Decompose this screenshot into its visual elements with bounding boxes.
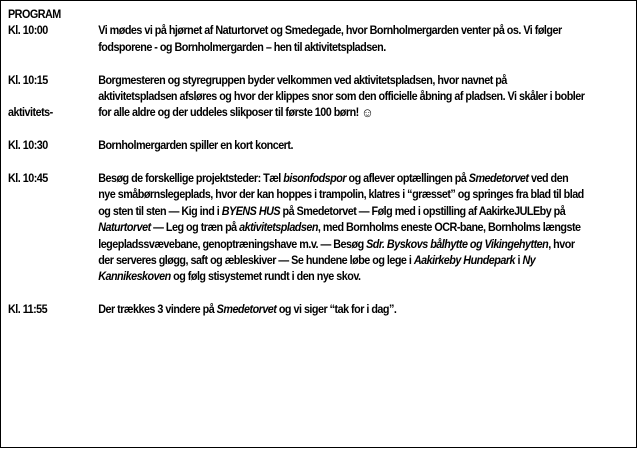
entry-text-part: Vi mødes vi på hjørnet af Naturtorvet og Smedegade, hvor Bornholmergarden venter på os. Vi følger fodsporene - og Bornholmergarden – hen til aktivitetspladsen. (98, 24, 562, 54)
entry-text-part: — Leg og træn på (150, 221, 240, 235)
entry-time: Kl. 11:55 (8, 303, 48, 317)
entry-time: Kl. 10:00 (8, 24, 48, 38)
entry-text-italic: bisonfodspor (283, 172, 347, 185)
program-entry-1155 (8, 302, 586, 318)
entry-time: Kl. 10:45 (8, 172, 48, 185)
entry-text-italic: Aakirkeby Hundepark (413, 254, 516, 268)
entry-time: Kl. 10:30 (8, 139, 48, 153)
entry-text-part: Besøg de forskellige projektsteder: Tæl (98, 172, 284, 185)
entry-text-part: og aflever optællingen på (346, 172, 469, 185)
entry-text-italic: Ny Kannikeskoven (98, 254, 536, 284)
entry-text-part: og følg stisystemet rundt i den nye skov. (170, 270, 361, 284)
entry-text-italic: Naturtorvet (98, 221, 151, 235)
entry-text-part: ved den nye småbørnslegeplads, hvor der kan hoppes i trampolin, klatres i “græsset” og springes fra blad til blad og sten til sten — Kig ind i (98, 172, 584, 218)
entry-text-part: på Smedetorvet — Følg med i opstilling af AakirkeJULEby på (280, 204, 566, 218)
entry-time: Kl. 10:15 (8, 73, 48, 87)
program-entry-1045 (8, 171, 586, 286)
entry-text-italic: aktivitetspladsen (239, 221, 318, 235)
entry-text-part: og vi siger “tak for i dag”. (276, 303, 397, 317)
entry-text-part: , hvor der serveres gløgg, saft og æbleskiver — Se hundene løbe og lege i (98, 237, 575, 268)
entry-text-italic: Sdr. Byskovs bålhytte og Vikingehytten (366, 237, 549, 251)
entry-text-italic: Smedetorvet (468, 172, 529, 185)
entry-text (98, 23, 586, 56)
entry-text (98, 171, 586, 286)
entry-text-italic: BYENS HUS (221, 204, 281, 218)
program-entry-1030 (8, 138, 586, 154)
entry-text-part: Borgmesteren og styregruppen byder velkommen ved aktivitetspladsen, hvor navnet på aktivitetspladsen afsløres og hvor der klippes snor som den officielle åbning af pladsen. Vi skåler i bobler for alle aldre og der uddeles slikposer til første 100 børn! (98, 73, 585, 120)
program-heading: PROGRAM (8, 8, 61, 21)
entry-text (98, 138, 586, 154)
entry-text-italic: Smedetorvet (216, 303, 277, 317)
entry-text-part: Bornholmergarden spiller en kort koncert. (98, 139, 293, 153)
entry-side-label: aktivitets- (8, 106, 53, 120)
program-entry-1015 (8, 73, 586, 122)
program-entry-1000 (8, 23, 586, 56)
entry-text-part: , med Bornholms eneste OCR-bane, Bornholms længste legepladssvævebane, genoptræningshave m.v. — Besøg (98, 221, 581, 251)
program-content (8, 7, 586, 335)
smiley-icon: ☺ (361, 105, 374, 121)
entry-text-part: i (515, 254, 523, 268)
entry-text-part: Der trækkes 3 vindere på (98, 303, 217, 317)
entry-text (98, 302, 586, 318)
entry-text (98, 73, 586, 122)
